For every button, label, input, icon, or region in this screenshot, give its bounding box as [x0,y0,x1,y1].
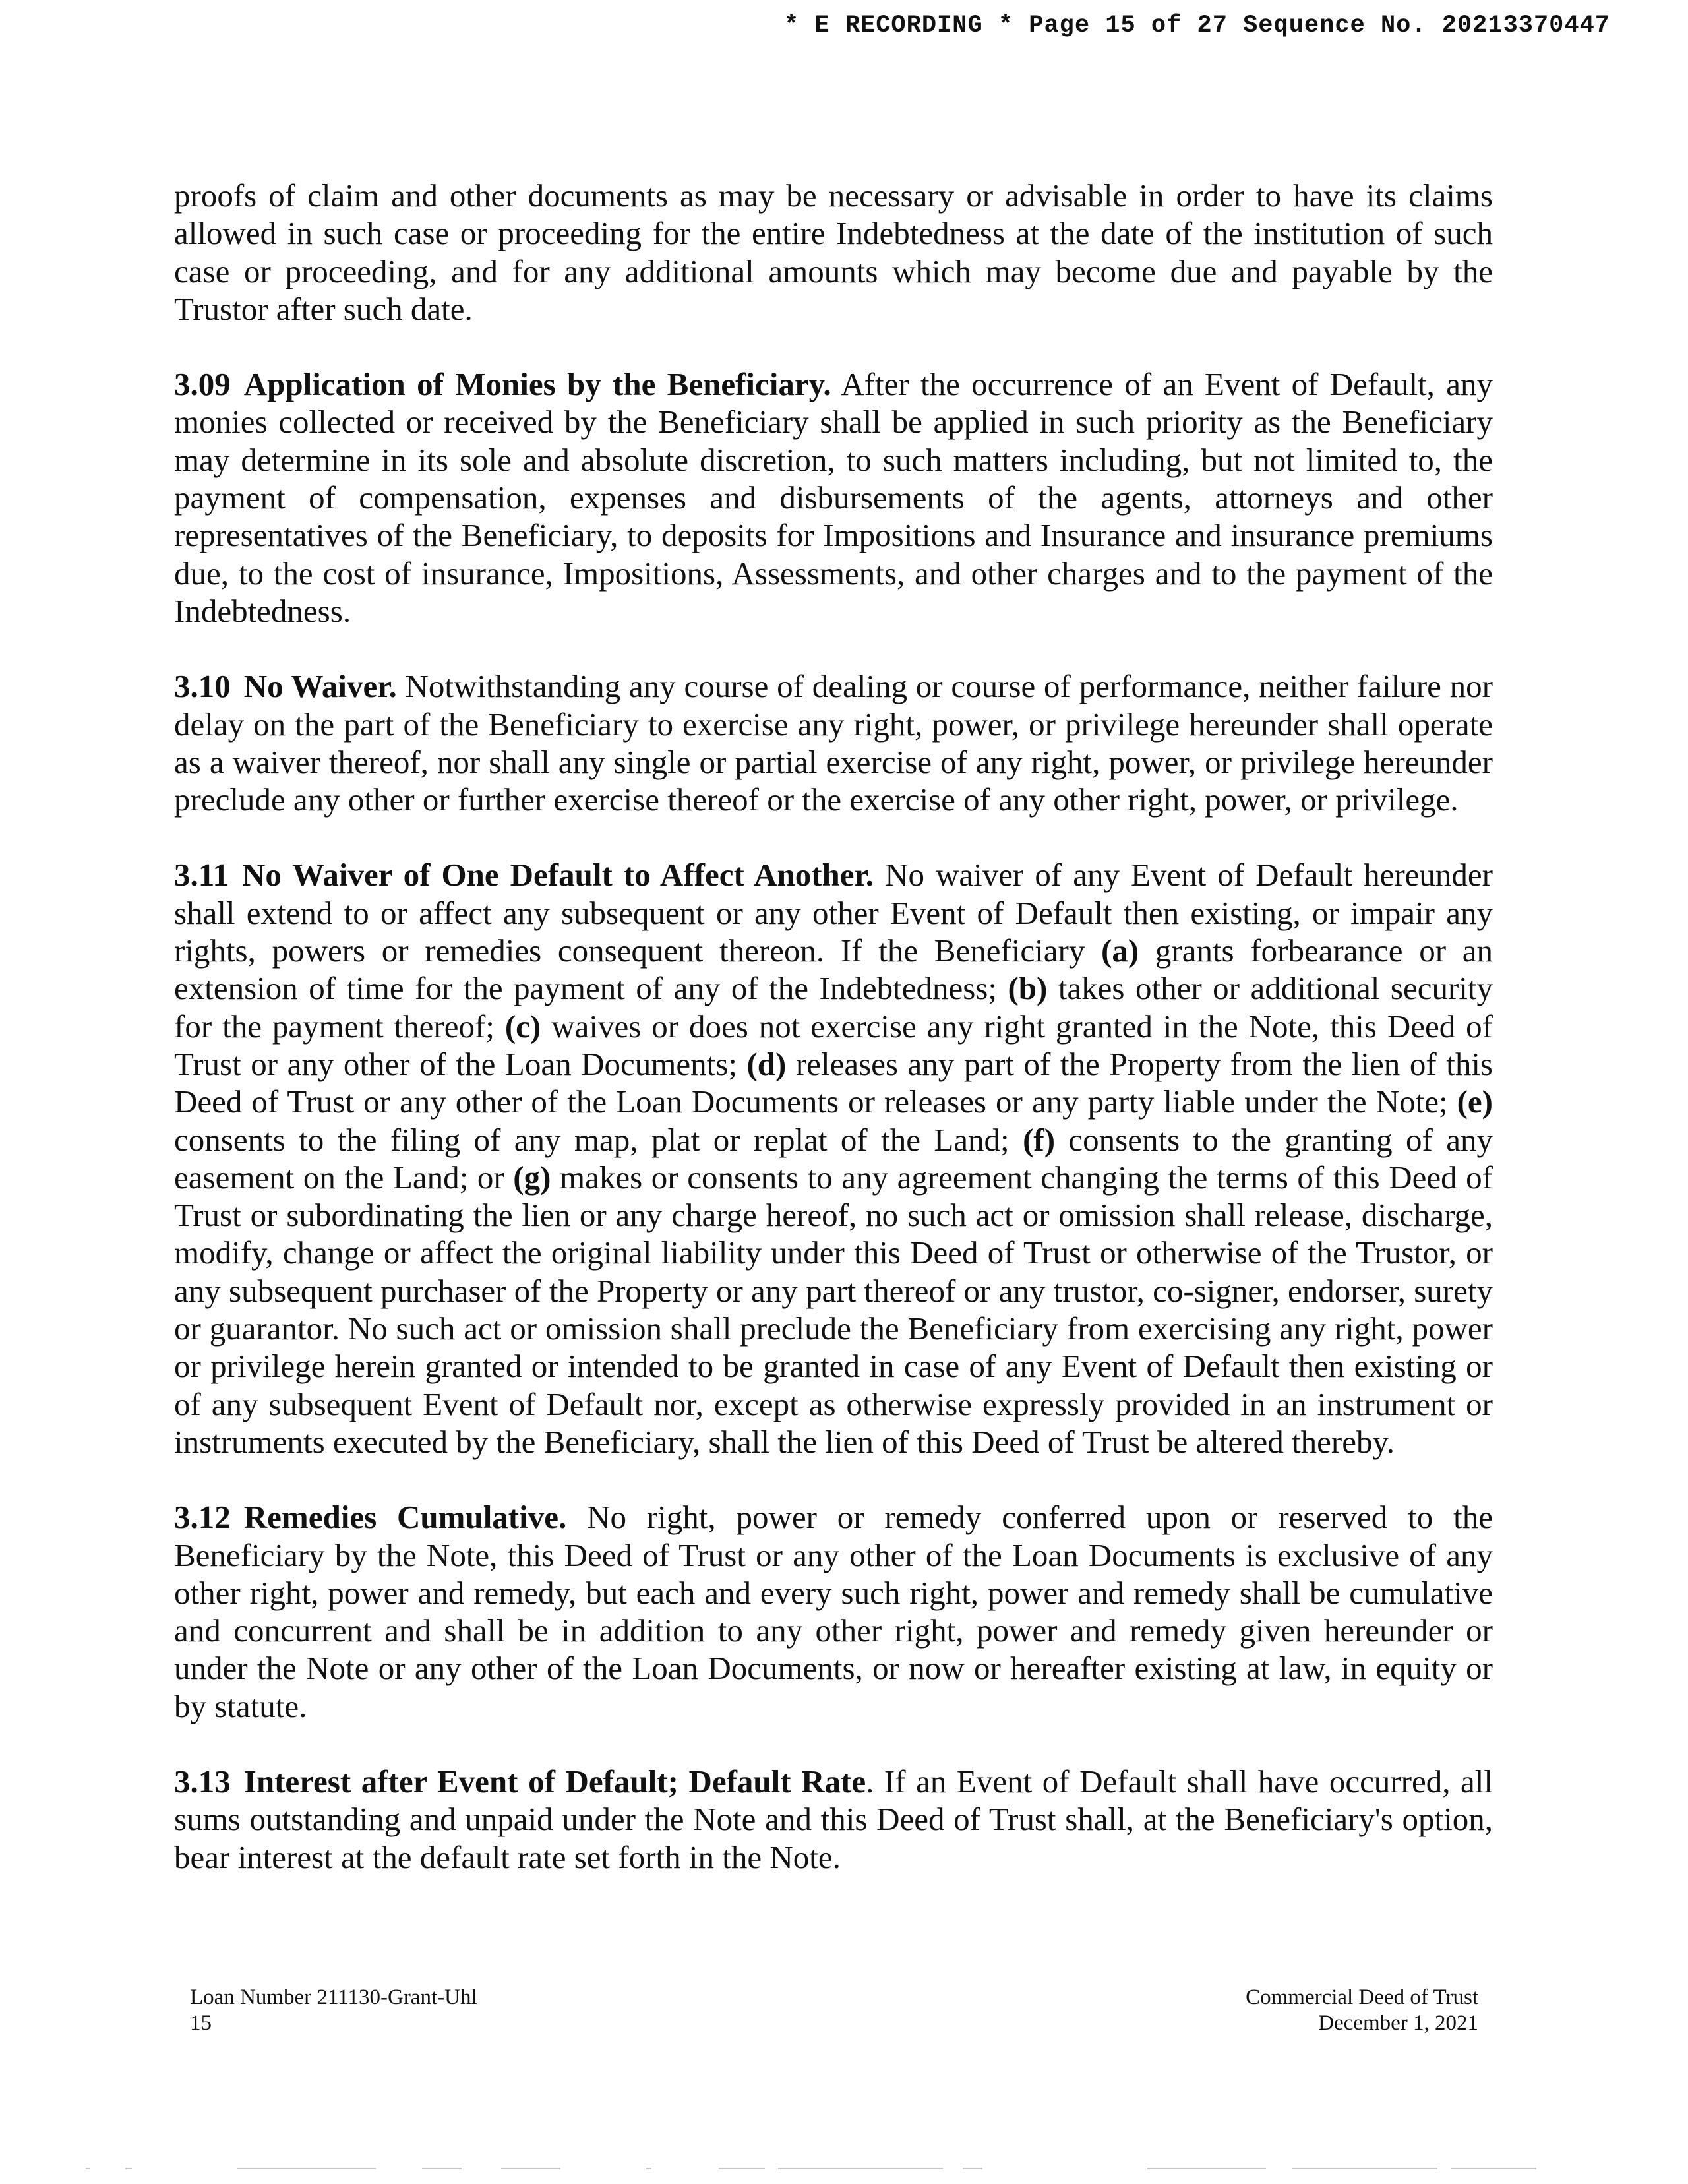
document-title: Commercial Deed of Trust [1246,1986,1478,2009]
section-text: Notwithstanding any course of dealing or course of performance, neither failure nor delay on the part of the Beneficiary to exercise any right, power, or privilege hereunder shall operate as a waiver thereof, nor shall any single or partial exercise of any right, power, or privilege hereunder preclude any other or further exercise thereof or the exercise of any other right, power, or privilege. [174,668,1493,818]
section-text: takes other or additional security for the payment thereof; [174,970,1493,1045]
clause-marker: (g) [513,1159,551,1196]
document-body [174,177,1493,1876]
section-number: 3.11 [174,857,229,894]
section-number: 3.13 [174,1763,231,1800]
section-3-12 [174,1498,1493,1725]
section-number: 3.10 [174,668,231,705]
section-text: consents to the filing of any map, plat or replat of the Land; [174,1121,1023,1158]
section-text: consents to the granting of any easement on the Land; or [174,1121,1493,1196]
recording-stamp: * E RECORDING * Page 15 of 27 Sequence No. 20213370447 [784,12,1610,40]
document-date: December 1, 2021 [1318,2011,1478,2035]
footer-right [1246,1985,1478,2036]
section-title: Application of Monies by the Beneficiary. [243,366,831,403]
section-3-13 [174,1763,1493,1876]
section-text: After the occurrence of an Event of Default, any monies collected or received by the Beneficiary shall be applied in such priority as the Beneficiary may determine in its sole and absolute discretion, to such matters including, but not limited to, the payment of compensation, expenses and disbursements of the agents, attorneys and other representatives of the Beneficiary, to deposits for Impositions and Insurance and insurance premiums due, to the cost of insurance, Impositions, Assessments, and other charges and to the payment of the Indebtedness. [174,366,1493,629]
section-text: waives or does not exercise any right granted in the Note, this Deed of Trust or any other of the Loan Documents; [174,1008,1493,1082]
section-3-09 [174,365,1493,630]
clause-marker: (e) [1457,1083,1493,1120]
section-text: No right, power or remedy conferred upon or reserved to the Beneficiary by the Note, this Deed of Trust or any other of the Loan Documents is exclusive of any other right, power and remedy, but each and every such right, power and remedy shall be cumulative and concurrent and shall be in addition to any other right, power and remedy given hereunder or under the Note or any other of the Loan Documents, or now or hereafter existing at law, in equity or by statute. [174,1499,1493,1724]
clause-marker: (b) [1008,970,1048,1007]
page-number: 15 [190,2011,212,2035]
footer-left [190,1985,477,2036]
section-text: releases any part of the Property from the lien of this Deed of Trust or any other of the Loan Documents or releases or any party liable under the Note; [174,1045,1493,1120]
section-title: No Waiver of One Default to Affect Another. [242,857,874,894]
clause-marker: (f) [1023,1121,1056,1158]
clause-marker: (d) [746,1045,787,1082]
section-title: Remedies Cumulative. [243,1499,567,1536]
clause-marker: (c) [504,1008,541,1045]
clause-marker: (a) [1101,932,1139,969]
section-number: 3.09 [174,366,231,403]
section-text: makes or consents to any agreement changing the terms of this Deed of Trust or subordinating the lien or any charge hereof, no such act or omission shall release, discharge, modify, change or affect the original liability under this Deed of Trust or otherwise of the Trustor, or any subsequent purchaser of the Property or any part thereof or any trustor, co-signer, endorser, surety or guarantor. No such act or omission shall preclude the Beneficiary from exercising any right, power or privilege herein granted or intended to be granted in case of any Event of Default then existing or of any subsequent Event of Default nor, except as otherwise expressly provided in an instrument or instruments executed by the Beneficiary, shall the lien of this Deed of Trust be altered thereby. [174,1159,1493,1460]
continuation-paragraph: proofs of claim and other documents as may be necessary or advisable in order to have its claims allowed in such case or proceeding for the entire Indebtedness at the date of the institution of such case or proceeding, and for any additional amounts which may become due and payable by the Trustor after such date. [174,177,1493,327]
section-text: . If an Event of Default shall have occurred, all sums outstanding and unpaid under the Note and this Deed of Trust shall, at the Beneficiary's option, bear interest at the default rate set forth in the Note. [174,1763,1493,1875]
section-title: Interest after Event of Default; Default Rate [243,1763,866,1800]
section-number: 3.12 [174,1499,231,1536]
section-text: No waiver of any Event of Default hereunder shall extend to or affect any subsequent or any other Event of Default then existing, or impair any rights, powers or remedies consequent thereon. If the Beneficiary [174,857,1493,969]
section-text: grants forbearance or an extension of time for the payment of any of the Indebtedness; [174,932,1493,1007]
section-title: No Waiver. [243,668,397,705]
scan-artifact-strip [0,2165,1688,2174]
loan-number: Loan Number 211130-Grant-Uhl [190,1986,477,2009]
section-3-10 [174,667,1493,818]
section-3-11 [174,856,1493,1461]
